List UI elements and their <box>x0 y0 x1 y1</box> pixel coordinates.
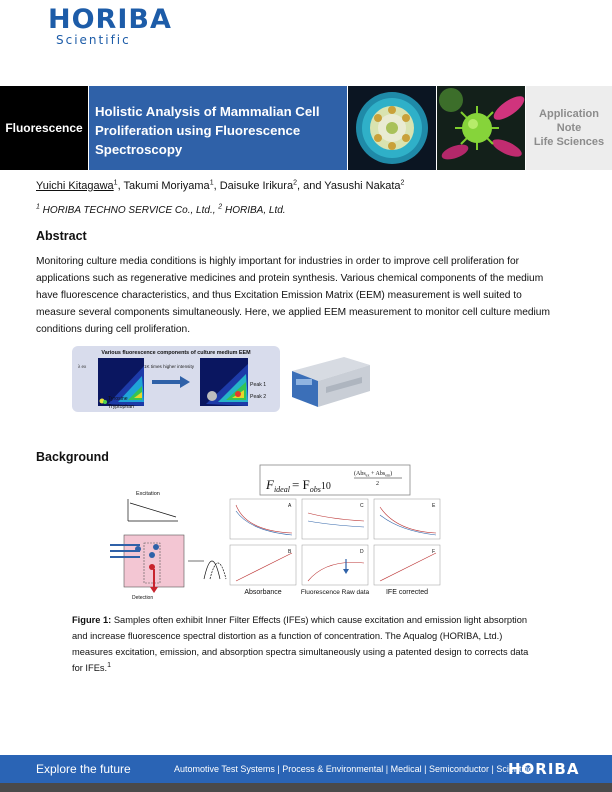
formula-exp-sub2: em <box>385 472 391 478</box>
logo-main: HORIBA <box>48 4 172 35</box>
eem-figure <box>72 346 280 412</box>
abstract-heading: Abstract <box>36 229 87 243</box>
author-4-sup: 2 <box>400 179 405 187</box>
affiliations <box>36 205 286 216</box>
label-fluorescence-raw: Fluorescence Raw data <box>300 589 370 596</box>
category-label: Fluorescence <box>0 86 88 170</box>
figure-1-caption <box>72 612 534 676</box>
eem-label-tyrosine: Tyrosine <box>108 396 128 402</box>
background-heading: Background <box>36 450 109 464</box>
eem-label-peak2: Peak 2 <box>250 394 267 400</box>
virus-illustration-image <box>437 86 525 170</box>
footer-sectors: Automotive Test Systems | Process & Environmental | Medical | Semiconductor | Scientific <box>174 764 533 774</box>
caption-text: Samples often exhibit Inner Filter Effects (IFEs) which cause excitation and emission light absorption and increase fluorescence spectral distortion as a function of concentration. The Aqualog (HORIBA, Ltd.) measures excitation, emission, and absorption spectra simultaneously using a patented design to corrects data for IFEs. <box>72 615 529 673</box>
title-banner <box>0 86 612 170</box>
footer-strip <box>0 783 612 792</box>
app-line-3: Life Sciences <box>533 136 605 148</box>
formula-exp-den: 2 <box>376 481 379 487</box>
logo-sub: Scientific <box>56 33 131 47</box>
affil-1: HORIBA TECHNO SERVICE Co., Ltd., <box>39 205 219 216</box>
affil-2: HORIBA, Ltd. <box>222 205 286 216</box>
eem-label-tryptophan: Tryptophan <box>108 404 135 410</box>
footer-horiba-logo: HORIBA <box>508 760 580 778</box>
cell-illustration-image <box>348 86 436 170</box>
label-ife-corrected: IFE corrected <box>385 589 429 596</box>
inner-filter-effect-figure <box>100 463 540 603</box>
application-note-label <box>526 86 612 170</box>
aqualog-instrument-image <box>286 347 372 411</box>
app-line-1: Application <box>539 108 599 120</box>
formula-exp-close: ) <box>390 471 393 477</box>
author-list <box>36 180 404 192</box>
eem-figure-title: Various fluorescence components of culture medium EEM <box>101 350 251 356</box>
footer-tagline: Explore the future <box>36 762 131 776</box>
label-absorbance: Absorbance <box>244 589 282 596</box>
author-2-sup: 1 <box>209 179 214 187</box>
affil-sup-2: 2 <box>218 203 223 211</box>
panel-label-e: E <box>432 503 436 509</box>
document-title: Holistic Analysis of Mammalian Cell Proliferation using Fluorescence Spectroscopy <box>89 86 347 170</box>
diagram-top-label: Excitation <box>136 491 160 497</box>
panel-label-b: B <box>288 549 292 555</box>
formula-base: 10 <box>320 481 331 492</box>
panel-label-f: F <box>432 549 436 555</box>
author-2: , Takumi Moriyama <box>117 180 210 192</box>
author-4: , and Yasushi Nakata <box>296 180 401 192</box>
formula-lhs: F <box>266 477 274 492</box>
formula-lhs-sub: ideal <box>273 485 290 494</box>
footer-bar <box>0 755 612 783</box>
author-1-sup: 1 <box>113 179 118 187</box>
abstract-text: Monitoring culture media conditions is highly important for industries in order to improve cell proliferation for applications such as regenerative medicines and protein synthesis. Various chemical components of the medium have fluorescence characteristics, and thus Excitation Emission Matrix (EEM) measurement is well suited to measure several components simultaneously. Here, we applied EEM measurement to monitor cell culture medium conditions during cell proliferation. <box>36 256 550 335</box>
formula-exp-mid: + Abs <box>369 471 386 477</box>
horiba-scientific-logo <box>48 6 218 47</box>
author-3-sup: 2 <box>293 179 297 187</box>
formula-exp-sub1: ex <box>365 472 370 478</box>
author-3: , Daisuke Irikura <box>213 180 294 192</box>
caption-sup: 1 <box>107 661 112 669</box>
formula-exp-num: (Abs <box>354 471 366 477</box>
app-line-2: Note <box>556 122 582 134</box>
panel-label-c: C <box>360 503 364 509</box>
caption-label: Figure 1: <box>72 615 112 625</box>
svg-text:λ ex: λ ex <box>78 364 87 369</box>
author-1: Yuichi Kitagawa <box>36 180 114 192</box>
diagram-bottom-label: Detection <box>132 595 154 601</box>
affil-sup-1: 1 <box>36 203 40 211</box>
eem-arrow-label: 1K times higher intensity <box>143 364 195 369</box>
panel-label-a: A <box>288 503 292 509</box>
formula-rhs-sub: obs <box>309 485 321 494</box>
panel-label-d: D <box>360 549 364 555</box>
formula-rhs: = F <box>291 477 310 492</box>
eem-label-peak1: Peak 1 <box>250 382 267 388</box>
